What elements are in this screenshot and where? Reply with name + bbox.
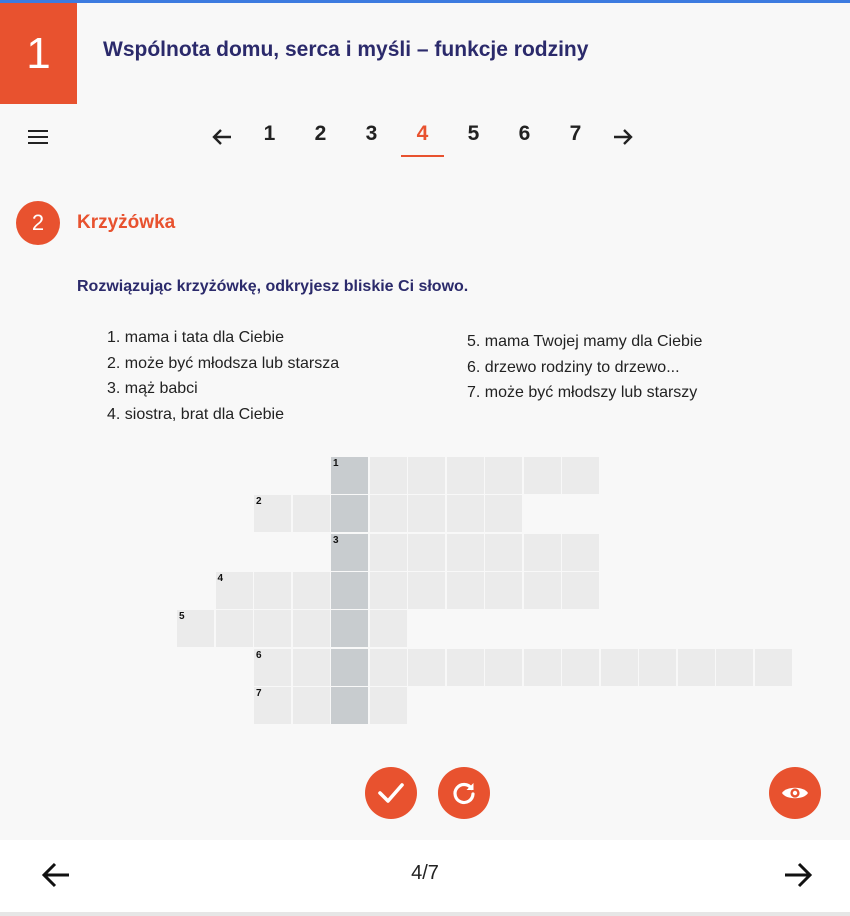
crossword-cell[interactable] (639, 649, 676, 686)
crossword-cell[interactable] (447, 649, 484, 686)
crossword-cell[interactable] (370, 572, 407, 609)
top-accent-line (0, 0, 850, 3)
pager-prev-arrow-icon[interactable] (200, 128, 244, 146)
crossword-cell[interactable] (408, 649, 445, 686)
checkmark-icon (377, 782, 405, 804)
crossword-cell[interactable] (408, 495, 445, 532)
hamburger-menu-icon[interactable] (28, 130, 48, 146)
crossword-cell[interactable] (562, 457, 599, 494)
page-link-5[interactable]: 5 (467, 122, 480, 145)
clue-1: 1. mama i tata dla Ciebie (107, 329, 284, 346)
crossword-row-number: 1 (333, 458, 339, 469)
section-title: Krzyżówka (77, 212, 176, 233)
check-answers-button[interactable] (365, 767, 417, 819)
crossword-cell[interactable] (254, 495, 291, 532)
footer-bar (0, 840, 850, 912)
crossword-cell[interactable] (524, 534, 561, 571)
crossword-cell[interactable] (254, 610, 291, 647)
crossword-cell[interactable] (485, 534, 522, 571)
crossword-cell[interactable] (524, 572, 561, 609)
crossword-cell[interactable] (562, 572, 599, 609)
crossword-cell[interactable] (293, 572, 330, 609)
crossword-key-cell[interactable] (331, 534, 368, 571)
crossword-cell[interactable] (370, 610, 407, 647)
clue-2: 2. może być młodsza lub starsza (107, 354, 340, 372)
page-link-2[interactable]: 2 (314, 122, 327, 145)
crossword-row-number: 5 (179, 611, 185, 623)
crossword-cell[interactable] (408, 534, 445, 571)
crossword-cell[interactable] (447, 457, 484, 494)
crossword-cell[interactable] (524, 457, 561, 494)
lesson-number-badge: 1 (0, 3, 77, 104)
crossword-cell[interactable] (293, 495, 330, 532)
crossword-cell[interactable] (408, 572, 445, 609)
crossword-cell[interactable] (447, 534, 484, 571)
clue-4: 4. siostra, brat dla Ciebie (107, 405, 284, 423)
clue-3: 3. mąż babci (107, 380, 198, 397)
page-link-4-current[interactable]: 4 (397, 115, 448, 159)
page-navigation (200, 115, 645, 159)
reset-button[interactable] (438, 767, 490, 819)
crossword-key-cell[interactable] (331, 649, 368, 686)
crossword-cell[interactable] (485, 572, 522, 609)
eye-icon (780, 783, 810, 803)
crossword-cell[interactable] (562, 649, 599, 686)
crossword-cell[interactable] (293, 687, 330, 724)
crossword-cell[interactable] (562, 534, 599, 571)
crossword-row-number: 7 (256, 687, 262, 699)
clue-5: 5. mama Twojej mamy dla Ciebie (467, 333, 703, 350)
crossword-cell[interactable] (370, 649, 407, 686)
crossword-cell[interactable] (177, 610, 214, 647)
page-link-1[interactable]: 1 (263, 122, 276, 145)
crossword-cell[interactable] (408, 457, 445, 494)
footer-next-arrow-icon[interactable] (781, 858, 815, 892)
show-solution-button[interactable] (769, 767, 821, 819)
crossword-cell[interactable] (293, 610, 330, 647)
crossword-key-cell[interactable] (331, 457, 368, 494)
crossword-cell[interactable] (370, 457, 407, 494)
crossword-cell[interactable] (755, 649, 792, 686)
crossword-cell[interactable] (254, 687, 291, 724)
crossword-cell[interactable] (216, 572, 253, 609)
crossword-cell[interactable] (485, 495, 522, 532)
crossword-cell[interactable] (254, 572, 291, 609)
crossword-cell[interactable] (485, 649, 522, 686)
crossword-cell[interactable] (370, 534, 407, 571)
refresh-icon (451, 780, 477, 806)
crossword-cell[interactable] (216, 610, 253, 647)
crossword-cell[interactable] (678, 649, 715, 686)
crossword-key-cell[interactable] (331, 687, 368, 724)
page-counter: 4/7 (411, 862, 439, 884)
page-link-3[interactable]: 3 (365, 122, 378, 145)
page-link-7[interactable]: 7 (569, 122, 582, 145)
crossword-cell[interactable] (447, 572, 484, 609)
clue-7: 7. może być młodszy lub starszy (467, 384, 698, 401)
crossword-cell[interactable] (293, 649, 330, 686)
crossword-cell[interactable] (370, 687, 407, 724)
section-number-badge: 2 (16, 201, 60, 245)
crossword-key-cell[interactable] (331, 495, 368, 532)
clue-6: 6. drzewo rodziny to drzewo... (467, 358, 680, 376)
crossword-key-cell[interactable] (331, 572, 368, 609)
crossword-cell[interactable] (447, 495, 484, 532)
exercise-instruction: Rozwiązując krzyżówkę, odkryjesz bliskie Ci słowo. (77, 278, 469, 295)
crossword-cell[interactable] (485, 457, 522, 494)
crossword-cell[interactable] (601, 649, 638, 686)
crossword-cell[interactable] (716, 649, 753, 686)
lesson-title: Wspólnota domu, serca i myśli – funkcje rodziny (103, 38, 589, 61)
bottom-divider (0, 912, 850, 916)
page-link-6[interactable]: 6 (518, 122, 531, 145)
clue-list-left (107, 325, 339, 427)
crossword-cell[interactable] (254, 649, 291, 686)
pager-next-arrow-icon[interactable] (601, 128, 645, 146)
crossword-cell[interactable] (370, 495, 407, 532)
crossword-cell[interactable] (524, 649, 561, 686)
crossword-row-number: 3 (333, 534, 339, 546)
crossword-row-number: 4 (217, 572, 224, 584)
crossword-row-number: 2 (256, 496, 262, 508)
clue-list-right (467, 329, 702, 406)
crossword-key-cell[interactable] (331, 610, 368, 647)
crossword-row-number: 6 (256, 649, 262, 661)
